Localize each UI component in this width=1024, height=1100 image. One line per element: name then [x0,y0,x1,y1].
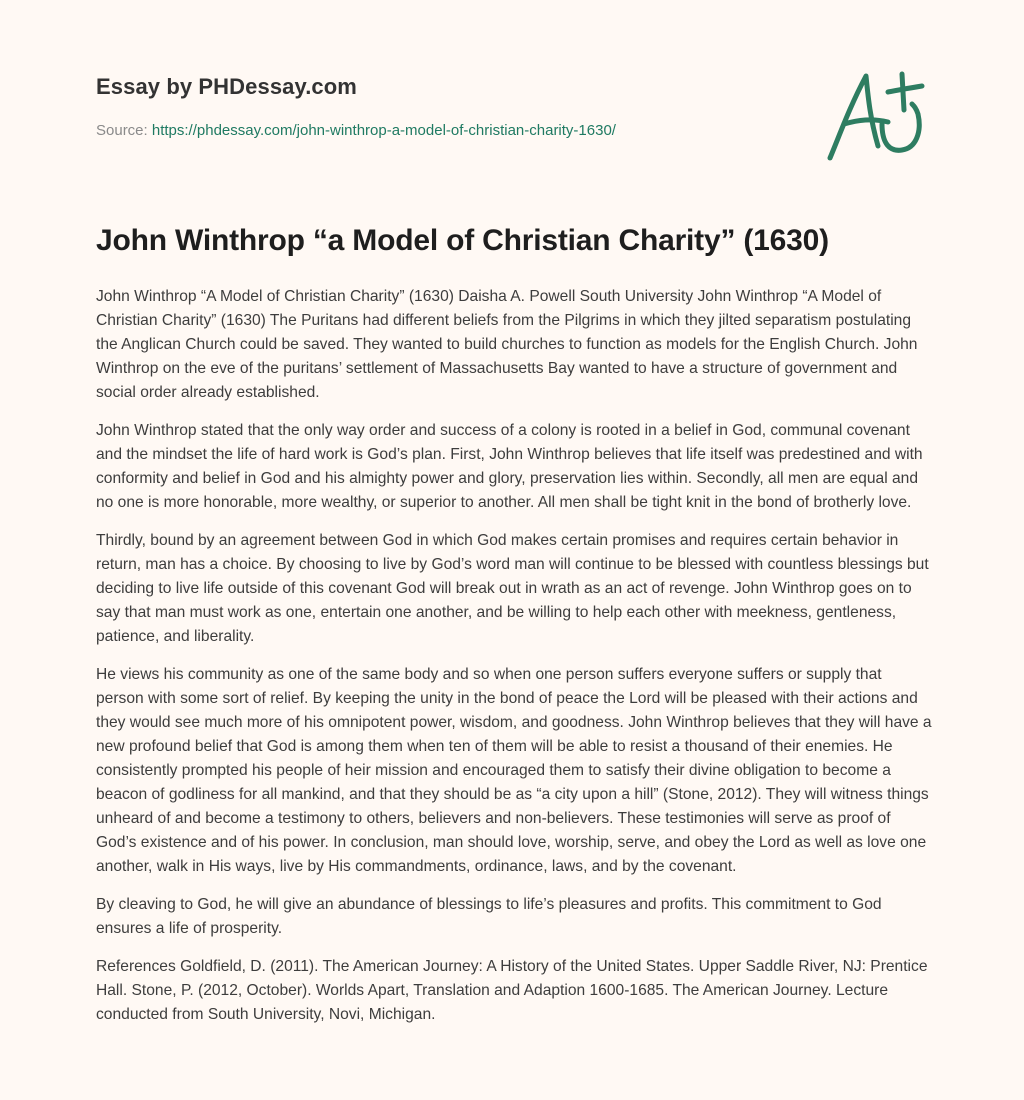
essay-title: John Winthrop “a Model of Christian Charity” (1630) [96,224,829,257]
a-plus-grade-icon [818,66,930,166]
site-title: Essay by PHDessay.com [96,74,357,99]
source-line [96,122,936,139]
essay-paragraph: John Winthrop “A Model of Christian Charity” (1630) Daisha A. Powell South University John Winthrop “A Model of Christian Charity” (1630) The Puritans had different beliefs from the Pilgrims in which they jilted separatism postulating the Anglican Church could be saved. They wanted to build churches to function as models for the English Church. John Winthrop on the eve of the puritans’ settlement of Massachusetts Bay wanted to have a structure of government and social order already established. [96,288,918,401]
essay-paragraph: By cleaving to God, he will give an abundance of blessings to life’s pleasures and profits. This commitment to God ensures a life of prosperity. [96,896,882,937]
page-header [96,74,936,139]
essay-paragraph: He views his community as one of the same body and so when one person suffers everyone suffers or supply that person with some sort of relief. By keeping the unity in the bond of peace the Lord will be pleased with their actions and they would see much more of his omnipotent power, wisdom, and goodness. John Winthrop believes that they will have a new profound belief that God is among them when ten of them will be able to resist a thousand of their enemies. He consistently prompted his people of heir mission and encouraged them to satisfy their divine obligation to become a beacon of godliness for all mankind, and that they should be as “a city upon a hill” (Stone, 2012). They will witness things unheard of and become a testimony to others, believers and non-believers. These testimonies will serve as proof of God’s existence and of his power. In conclusion, man should love, worship, serve, and obey the Lord as well as love one another, walk in His ways, live by His commandments, ordinance, laws, and by the covenant. [96,666,932,875]
essay-paragraph: Thirdly, bound by an agreement between God in which God makes certain promises and requires certain behavior in return, man has a choice. By choosing to live by God’s word man will continue to be blessed with countless blessings but deciding to live life outside of this covenant God will break out in wrath as an act of revenge. John Winthrop goes on to say that man must work as one, entertain one another, and be willing to help each other with meekness, gentleness, patience, and liberality. [96,532,929,645]
source-link[interactable]: https://phdessay.com/john-winthrop-a-model-of-christian-charity-1630/ [151,122,616,139]
essay-paragraph: John Winthrop stated that the only way order and success of a colony is rooted in a belief in God, communal covenant and the mindset the life of hard work is God’s plan. First, John Winthrop believes that life itself was predestined and with conformity and belief in God and his almighty power and glory, preservation lies within. Secondly, all men are equal and no one is more honorable, more wealthy, or superior to another. All men shall be tight knit in the bond of brotherly love. [96,422,923,511]
essay-body [96,285,932,1041]
source-label: Source: [96,122,148,139]
references-paragraph: References Goldfield, D. (2011). The American Journey: A History of the United States. Upper Saddle River, NJ: Prentice Hall. Stone, P. (2012, October). Worlds Apart, Translation and Adaption 1600-1685. The American Journey. Lecture conducted from South University, Novi, Michigan. [96,958,928,1023]
